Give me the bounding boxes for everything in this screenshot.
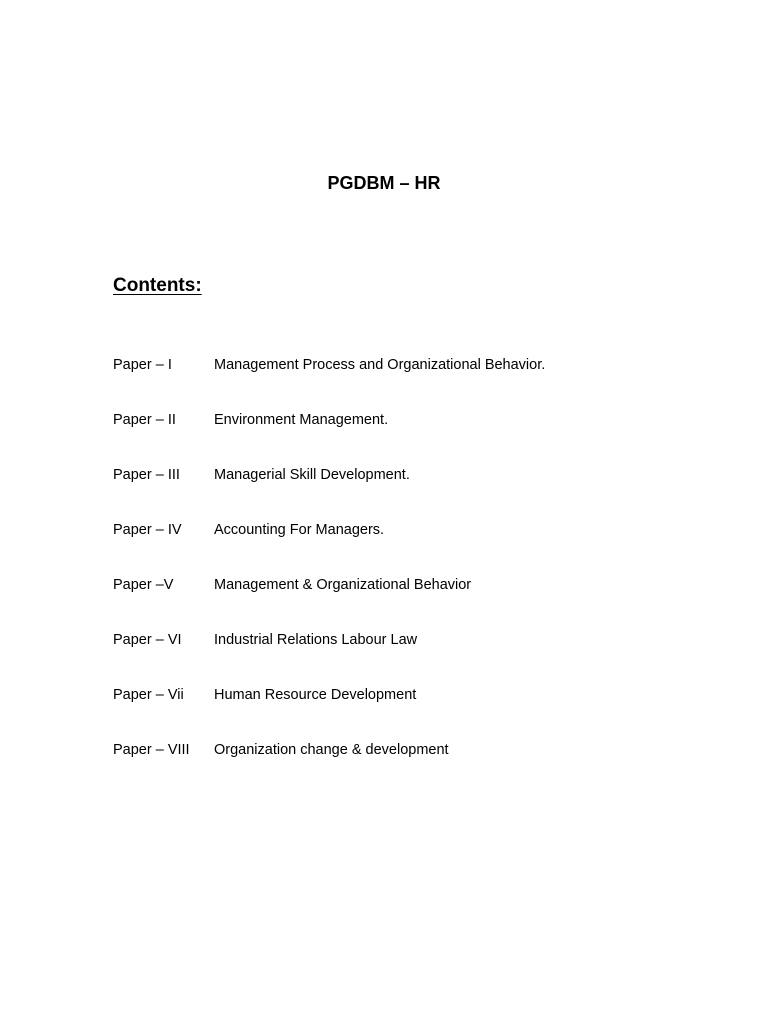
list-item — [113, 741, 545, 796]
paper-number: Paper – Vii — [113, 687, 184, 703]
list-item — [113, 521, 545, 576]
contents-heading: Contents: — [113, 275, 202, 296]
paper-number: Paper – IV — [113, 522, 182, 538]
paper-number: Paper –V — [113, 577, 174, 593]
paper-subject: Management Process and Organizational Behavior. — [214, 357, 546, 373]
paper-subject: Managerial Skill Development. — [214, 467, 410, 483]
paper-number: Paper – II — [113, 412, 176, 428]
paper-number: Paper – VIII — [113, 742, 190, 758]
paper-subject: Management & Organizational Behavior — [214, 577, 472, 593]
list-item — [113, 466, 545, 521]
list-item — [113, 356, 545, 411]
paper-subject: Organization change & development — [214, 742, 449, 758]
table-of-contents — [113, 356, 545, 796]
paper-subject: Human Resource Development — [214, 687, 417, 703]
list-item — [113, 686, 545, 741]
list-item — [113, 576, 545, 631]
paper-number: Paper – VI — [113, 632, 182, 648]
list-item — [113, 411, 545, 466]
paper-subject: Industrial Relations Labour Law — [214, 632, 418, 648]
paper-subject: Environment Management. — [214, 412, 389, 428]
paper-number: Paper – III — [113, 467, 180, 483]
paper-subject: Accounting For Managers. — [214, 522, 385, 538]
page-title: PGDBM – HR — [327, 173, 441, 193]
paper-number: Paper – I — [113, 357, 172, 373]
list-item — [113, 631, 545, 686]
